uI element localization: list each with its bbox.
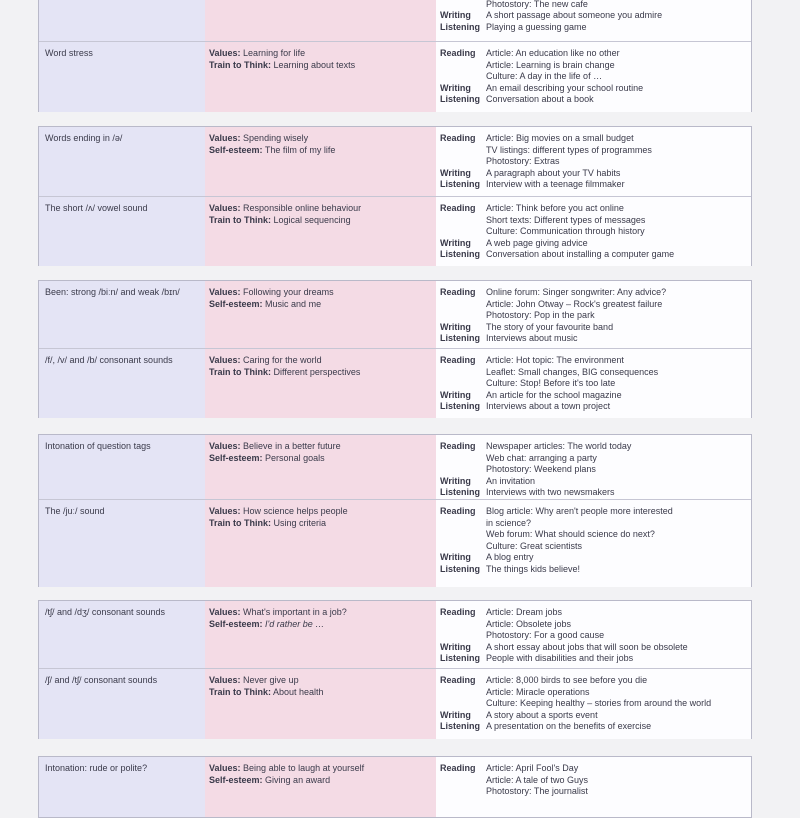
- skill-line: [440, 564, 673, 576]
- pronunciation-cell: [39, 197, 206, 266]
- skill-line: [440, 378, 658, 390]
- skills-cell: [436, 349, 751, 418]
- skill-line: [440, 763, 588, 775]
- pronunciation-text: The short /ʌ/ vowel sound: [45, 203, 148, 213]
- skill-line: [440, 333, 666, 345]
- values-line: [209, 607, 347, 619]
- values-label: Values:: [209, 355, 241, 365]
- values-cell: [205, 757, 437, 817]
- skill-label: Listening: [440, 94, 480, 105]
- values-cell: [205, 0, 437, 41]
- values-label: Values:: [209, 441, 241, 451]
- skill-text: Culture: Keeping healthy – stories from around the world: [486, 698, 712, 709]
- values-line: [209, 441, 341, 453]
- skill-label: Reading: [440, 355, 476, 365]
- skill-text: Culture: A day in the life of …: [486, 71, 603, 82]
- skill-text: Article: A tale of two Guys: [486, 774, 589, 785]
- values-line: [209, 763, 364, 775]
- skill-line: [440, 238, 674, 250]
- pronunciation-cell: [39, 281, 206, 348]
- skill-label: Listening: [440, 721, 480, 732]
- pronunciation-cell: [39, 669, 206, 739]
- skill-text: An email describing your school routine: [486, 82, 644, 93]
- unit-table: [38, 600, 752, 739]
- skill-text: Article: Miracle operations: [486, 686, 590, 697]
- skill-label: Reading: [440, 607, 476, 617]
- skill-line: [440, 60, 643, 72]
- skill-label: Writing: [440, 10, 471, 21]
- values-line: [209, 355, 360, 367]
- pronunciation-text: Intonation: rude or polite?: [45, 763, 148, 773]
- skill-line: [440, 22, 662, 34]
- unit-table: [38, 280, 752, 418]
- skill-label: Writing: [440, 641, 471, 652]
- skill-line: [440, 355, 658, 367]
- skill-line: [440, 653, 688, 665]
- values-label: Values:: [209, 763, 241, 773]
- skill-label: Writing: [440, 167, 471, 178]
- skills-cell: [436, 435, 751, 499]
- values-line: [209, 367, 360, 379]
- skill-text: Photostory: The new cafe: [486, 0, 588, 9]
- skill-text: A blog entry: [486, 552, 534, 563]
- values-text: About health: [273, 686, 324, 697]
- table-row: [39, 0, 751, 41]
- skill-line: [440, 698, 711, 710]
- skill-line: [440, 541, 673, 553]
- skill-text: Photostory: Extras: [486, 156, 560, 167]
- skill-line: [440, 619, 688, 631]
- pronunciation-cell: [39, 435, 206, 499]
- skill-label: Listening: [440, 333, 480, 344]
- skill-line: [440, 441, 631, 453]
- pronunciation-cell: [39, 0, 206, 41]
- values-label: Train to Think:: [209, 59, 271, 70]
- values-cell: [205, 127, 437, 196]
- skill-line: [440, 226, 674, 238]
- skill-text: Interviews about a town project: [486, 401, 611, 412]
- skill-text: Interview with a teenage filmmaker: [486, 179, 625, 190]
- values-label: Self-esteem:: [209, 452, 263, 463]
- skill-line: [440, 518, 673, 530]
- table-row: [39, 499, 751, 587]
- skills-cell: [436, 197, 751, 266]
- values-line: [209, 203, 361, 215]
- pronunciation-text: Words ending in /ə/: [45, 133, 123, 143]
- values-text: What's important in a job?: [243, 607, 347, 617]
- skill-line: [440, 94, 643, 106]
- skill-text: Photostory: The journalist: [486, 786, 588, 797]
- skill-line: [440, 552, 673, 564]
- skill-label: Writing: [440, 389, 471, 400]
- values-label: Values:: [209, 506, 241, 516]
- values-text: Using criteria: [273, 517, 327, 528]
- skill-line: [440, 48, 643, 60]
- pronunciation-text: /f/, /v/ and /b/ consonant sounds: [45, 355, 173, 365]
- values-line: [209, 215, 361, 227]
- values-text: The film of my life: [264, 144, 336, 155]
- values-text: Being able to laugh at yourself: [243, 763, 365, 773]
- values-cell: [205, 601, 437, 668]
- skills-cell: [436, 669, 751, 739]
- values-text: Different perspectives: [273, 366, 361, 377]
- skill-text: Culture: Great scientists: [486, 540, 583, 551]
- skill-text: Conversation about a book: [486, 94, 594, 105]
- skill-label: Listening: [440, 563, 480, 574]
- skill-text: The things kids believe!: [486, 563, 581, 574]
- values-cell: [205, 349, 437, 418]
- skill-label: Reading: [440, 763, 476, 773]
- skill-line: [440, 464, 631, 476]
- skill-text: in science?: [486, 517, 532, 528]
- values-label: Values:: [209, 607, 241, 617]
- skill-label: Writing: [440, 321, 471, 332]
- values-line: [209, 518, 348, 530]
- skill-label: Listening: [440, 653, 480, 664]
- skill-text: Article: April Fool's Day: [486, 763, 579, 773]
- skill-label: Reading: [440, 506, 476, 516]
- skill-text: Article: Obsolete jobs: [486, 618, 572, 629]
- values-cell: [205, 500, 437, 587]
- skill-label: Writing: [440, 237, 471, 248]
- skill-line: [440, 83, 643, 95]
- values-label: Train to Think:: [209, 517, 271, 528]
- skill-label: Writing: [440, 475, 471, 486]
- skills-cell: [436, 0, 751, 41]
- skill-text: A web page giving advice: [486, 237, 588, 248]
- values-label: Values:: [209, 203, 241, 213]
- values-text: Never give up: [243, 675, 299, 685]
- skill-line: [440, 529, 673, 541]
- values-text: How science helps people: [243, 506, 348, 516]
- skill-line: [440, 322, 666, 334]
- values-text: Logical sequencing: [273, 214, 351, 225]
- pronunciation-cell: [39, 42, 206, 112]
- values-line: [209, 506, 348, 518]
- table-row: [39, 127, 751, 196]
- values-label: Self-esteem:: [209, 144, 263, 155]
- values-line: [209, 48, 355, 60]
- skills-cell: [436, 601, 751, 668]
- skill-line: [440, 145, 652, 157]
- skill-label: Reading: [440, 48, 476, 58]
- values-line: [209, 133, 335, 145]
- values-line: [209, 299, 334, 311]
- skill-text: A presentation on the benefits of exercise: [486, 721, 652, 732]
- skill-line: [440, 310, 666, 322]
- values-text: Personal goals: [265, 452, 325, 463]
- values-label: Train to Think:: [209, 214, 271, 225]
- skill-line: [440, 487, 631, 499]
- table-row: [39, 348, 751, 418]
- skills-cell: [436, 281, 751, 348]
- values-text: Music and me: [265, 298, 322, 309]
- skill-line: [440, 367, 658, 379]
- pronunciation-text: Intonation of question tags: [45, 441, 151, 451]
- values-label: Values:: [209, 48, 241, 58]
- values-line: [209, 775, 364, 787]
- values-label: Values:: [209, 133, 241, 143]
- values-text: I'd rather be …: [265, 618, 325, 629]
- skill-text: Culture: Stop! Before it's too late: [486, 378, 616, 389]
- pronunciation-text: Word stress: [45, 48, 93, 58]
- skill-label: Listening: [440, 401, 480, 412]
- skill-line: [440, 71, 643, 83]
- values-label: Values:: [209, 675, 241, 685]
- skill-text: Article: Hot topic: The environment: [486, 355, 624, 365]
- skill-line: [440, 10, 662, 22]
- skill-line: [440, 156, 652, 168]
- skill-line: [440, 630, 688, 642]
- table-row: [39, 601, 751, 668]
- skill-text: An article for the school magazine: [486, 389, 622, 400]
- table-row: [39, 435, 751, 499]
- skill-line: [440, 607, 688, 619]
- skill-label: Reading: [440, 441, 476, 451]
- skill-line: [440, 675, 711, 687]
- pronunciation-text: /tʃ/ and /dʒ/ consonant sounds: [45, 607, 165, 617]
- values-line: [209, 619, 347, 631]
- values-text: Believe in a better future: [243, 441, 341, 451]
- values-text: Caring for the world: [243, 355, 322, 365]
- skills-cell: [436, 127, 751, 196]
- skill-label: Writing: [440, 552, 471, 563]
- skill-text: Interviews about music: [486, 333, 578, 344]
- table-row: [39, 757, 751, 817]
- skill-text: Article: An education like no other: [486, 48, 620, 58]
- skill-label: Listening: [440, 21, 480, 32]
- pronunciation-cell: [39, 500, 206, 587]
- pronunciation-text: /ʃ/ and /tʃ/ consonant sounds: [45, 675, 158, 685]
- skill-text: Article: Dream jobs: [486, 607, 563, 617]
- skill-text: Interviews with two newsmakers: [486, 487, 615, 498]
- values-cell: [205, 669, 437, 739]
- skill-text: Web forum: What should science do next?: [486, 529, 655, 540]
- skill-text: Photostory: For a good cause: [486, 630, 605, 641]
- skill-label: Reading: [440, 203, 476, 213]
- values-text: Responsible online behaviour: [243, 203, 362, 213]
- skill-text: A short passage about someone you admire: [486, 10, 663, 21]
- skill-line: [440, 687, 711, 699]
- skill-line: [440, 786, 588, 798]
- skill-text: An invitation: [486, 475, 536, 486]
- skill-label: Writing: [440, 709, 471, 720]
- skill-line: [440, 133, 652, 145]
- skill-text: Photostory: Pop in the park: [486, 310, 595, 321]
- pronunciation-cell: [39, 127, 206, 196]
- skill-line: [440, 642, 688, 654]
- skill-text: A paragraph about your TV habits: [486, 167, 621, 178]
- unit-table: [38, 434, 752, 587]
- values-line: [209, 687, 324, 699]
- skill-text: Conversation about installing a computer game: [486, 249, 675, 260]
- values-label: Self-esteem:: [209, 298, 263, 309]
- skill-text: Online forum: Singer songwriter: Any advice?: [486, 287, 667, 297]
- skill-line: [440, 0, 662, 10]
- unit-table: [38, 126, 752, 266]
- values-text: Spending wisely: [243, 133, 309, 143]
- skill-text: Article: John Otway – Rock's greatest failure: [486, 298, 663, 309]
- skill-line: [440, 203, 674, 215]
- skill-label: Writing: [440, 82, 471, 93]
- skill-text: Web chat: arranging a party: [486, 452, 597, 463]
- values-text: Following your dreams: [243, 287, 334, 297]
- table-row: [39, 196, 751, 266]
- pronunciation-text: The /juː/ sound: [45, 506, 105, 516]
- skill-line: [440, 299, 666, 311]
- skill-text: Article: Learning is brain change: [486, 59, 615, 70]
- skill-label: Listening: [440, 179, 480, 190]
- skills-cell: [436, 500, 751, 587]
- values-cell: [205, 435, 437, 499]
- skill-label: Reading: [440, 287, 476, 297]
- values-label: Train to Think:: [209, 686, 271, 697]
- skill-line: [440, 390, 658, 402]
- skills-cell: [436, 42, 751, 112]
- pronunciation-cell: [39, 757, 206, 817]
- skill-line: [440, 710, 711, 722]
- pronunciation-text: Been: strong /biːn/ and weak /bɪn/: [45, 287, 180, 297]
- skill-text: A short essay about jobs that will soon be obsolete: [486, 641, 688, 652]
- table-row: [39, 281, 751, 348]
- unit-table: [38, 0, 752, 112]
- values-line: [209, 453, 341, 465]
- skill-text: Blog article: Why aren't people more interested: [486, 506, 673, 516]
- table-row: [39, 41, 751, 112]
- skill-label: Listening: [440, 487, 480, 498]
- values-cell: [205, 197, 437, 266]
- skill-text: Short texts: Different types of messages: [486, 214, 646, 225]
- skill-label: Reading: [440, 675, 476, 685]
- values-cell: [205, 42, 437, 112]
- skill-line: [440, 249, 674, 261]
- skill-text: Photostory: Weekend plans: [486, 464, 596, 475]
- skill-text: Article: Big movies on a small budget: [486, 133, 634, 143]
- skill-text: Leaflet: Small changes, BIG consequences: [486, 366, 659, 377]
- skill-line: [440, 506, 673, 518]
- pronunciation-cell: [39, 349, 206, 418]
- values-text: Learning for life: [243, 48, 306, 58]
- skill-text: TV listings: different types of programmes: [486, 144, 652, 155]
- values-label: Values:: [209, 287, 241, 297]
- skill-label: Reading: [440, 133, 476, 143]
- values-line: [209, 287, 334, 299]
- skill-text: A story about a sports event: [486, 709, 598, 720]
- skill-text: Newspaper articles: The world today: [486, 441, 632, 451]
- pronunciation-cell: [39, 601, 206, 668]
- skill-text: Culture: Communication through history: [486, 226, 645, 237]
- skill-line: [440, 775, 588, 787]
- skill-line: [440, 215, 674, 227]
- skill-text: Article: 8,000 birds to see before you die: [486, 675, 648, 685]
- skill-text: People with disabilities and their jobs: [486, 653, 634, 664]
- values-text: Learning about texts: [273, 59, 356, 70]
- unit-table: [38, 756, 752, 818]
- skills-cell: [436, 757, 751, 817]
- table-row: [39, 668, 751, 739]
- values-label: Self-esteem:: [209, 618, 263, 629]
- skill-line: [440, 476, 631, 488]
- skill-line: [440, 168, 652, 180]
- skill-text: Article: Think before you act online: [486, 203, 624, 213]
- values-line: [209, 145, 335, 157]
- skill-label: Listening: [440, 249, 480, 260]
- values-cell: [205, 281, 437, 348]
- values-line: [209, 60, 355, 72]
- skill-line: [440, 721, 711, 733]
- values-text: Giving an award: [265, 774, 331, 785]
- values-line: [209, 675, 324, 687]
- skill-text: Playing a guessing game: [486, 21, 587, 32]
- skill-line: [440, 179, 652, 191]
- values-label: Train to Think:: [209, 366, 271, 377]
- skill-line: [440, 453, 631, 465]
- skill-line: [440, 401, 658, 413]
- skill-text: The story of your favourite band: [486, 321, 614, 332]
- skill-line: [440, 287, 666, 299]
- values-label: Self-esteem:: [209, 774, 263, 785]
